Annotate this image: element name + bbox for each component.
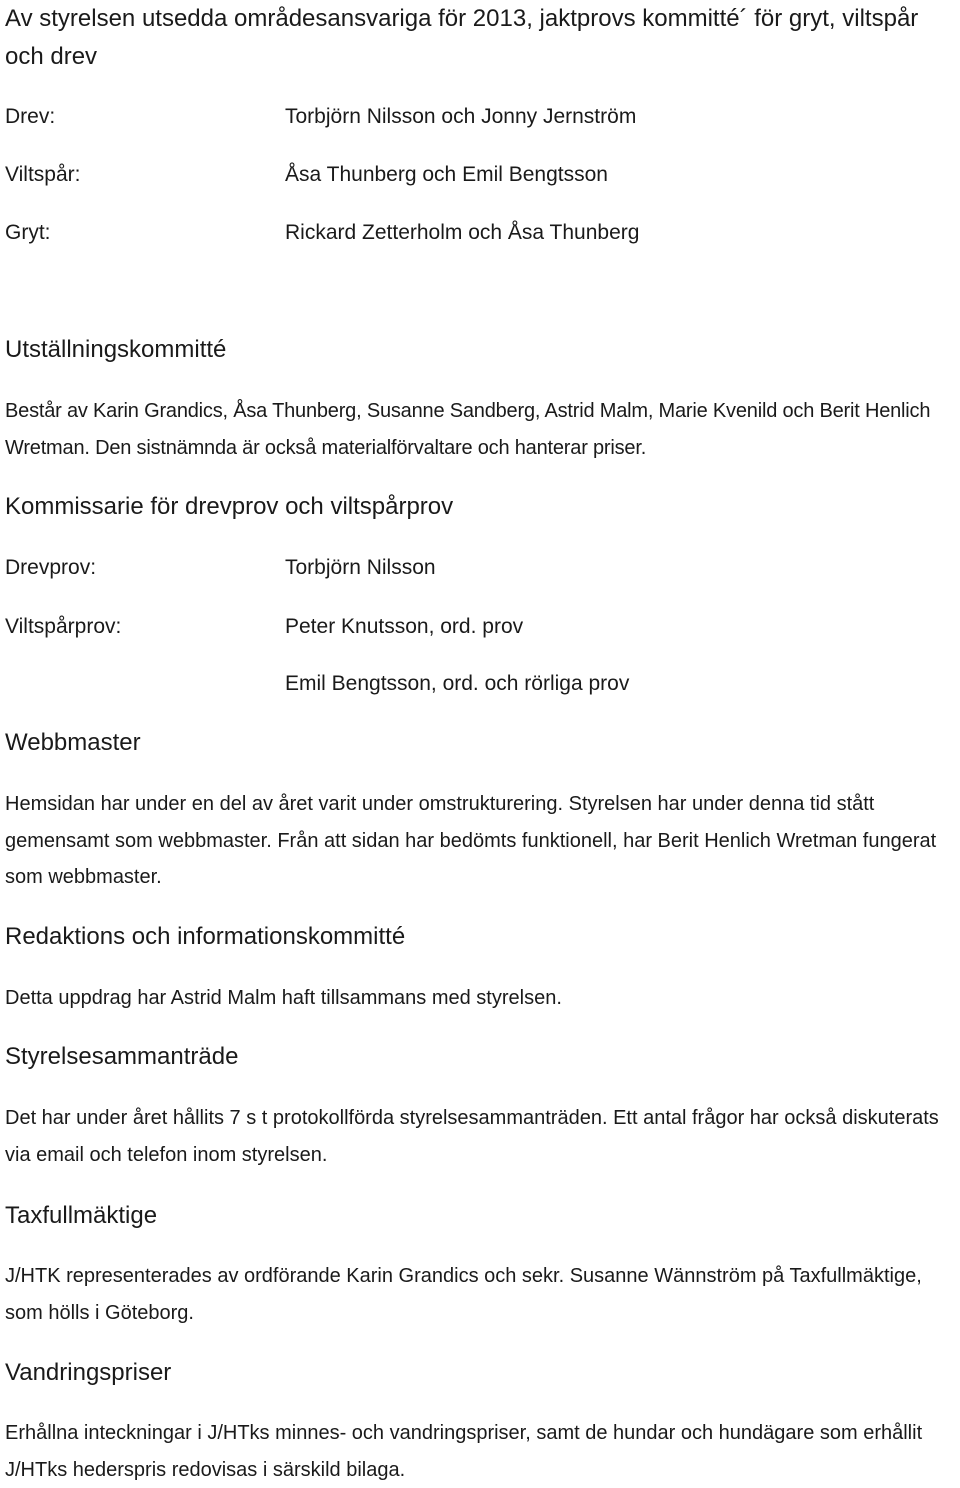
board-meetings-heading: Styrelsesammanträde [5,1043,239,1070]
row-label-viltspar: Viltspår: [5,163,81,186]
row-value-viltsparprov-2: Emil Bengtsson, ord. och rörliga prov [285,672,630,695]
editorial-text: Detta uppdrag har Astrid Malm haft tillsammans med styrelsen. [5,987,562,1009]
tax-proxies-text: J/HTK representerades av ordförande Karin Grandics och sekr. Susanne Wännström på Taxfullmäktige, som hölls i Göteborg. [5,1265,922,1324]
row-value-viltspar: Åsa Thunberg och Emil Bengtsson [285,163,608,186]
exhibition-text: Består av Karin Grandics, Åsa Thunberg, Susanne Sandberg, Astrid Malm, Marie Kvenild och Berit Henlich Wretman. Den sistnämnda är också materialförvaltare och hanterar priser. [5,400,931,459]
row-label-drev: Drev: [5,105,56,128]
exhibition-heading: Utställningskommitté [5,336,227,363]
webmaster-text: Hemsidan har under en del av året varit under omstrukturering. Styrelsen har under denna tid stått gemensamt som webbmaster. Från att sidan har bedömts funktionell, har Berit Henlich Wretman fungerat som webbmaster. [5,793,937,888]
webmaster-heading: Webbmaster [5,729,141,756]
row-label-viltsparprov: Viltspårprov: [5,615,122,638]
editorial-heading: Redaktions och informationskommitté [5,923,406,950]
row-value-viltsparprov: Peter Knutsson, ord. prov [285,615,524,638]
trophies-text: Erhållna inteckningar i J/HTks minnes- och vandringspriser, samt de hundar och hundägare som erhållit J/HTks hederspris redovisas i särskild bilaga. [5,1422,923,1481]
row-value-drev: Torbjörn Nilsson och Jonny Jernström [285,105,637,128]
row-value-gryt: Rickard Zetterholm och Åsa Thunberg [285,221,640,244]
trophies-heading: Vandringspriser [5,1359,172,1386]
committee-title: Av styrelsen utsedda områdesansvariga för 2013, jaktprovs kommitté´ för gryt, viltspår och drev [5,5,919,70]
row-label-gryt: Gryt: [5,221,51,244]
tax-proxies-heading: Taxfullmäktige [5,1202,158,1229]
board-meetings-text: Det har under året hållits 7 s t protokollförda styrelsesammanträden. Ett antal frågor har också diskuterats via email och telefon inom styrelsen. [5,1107,939,1166]
row-label-drevprov: Drevprov: [5,556,97,579]
commissioners-heading: Kommissarie för drevprov och viltspårprov [5,493,454,520]
row-value-drevprov: Torbjörn Nilsson [285,556,436,579]
